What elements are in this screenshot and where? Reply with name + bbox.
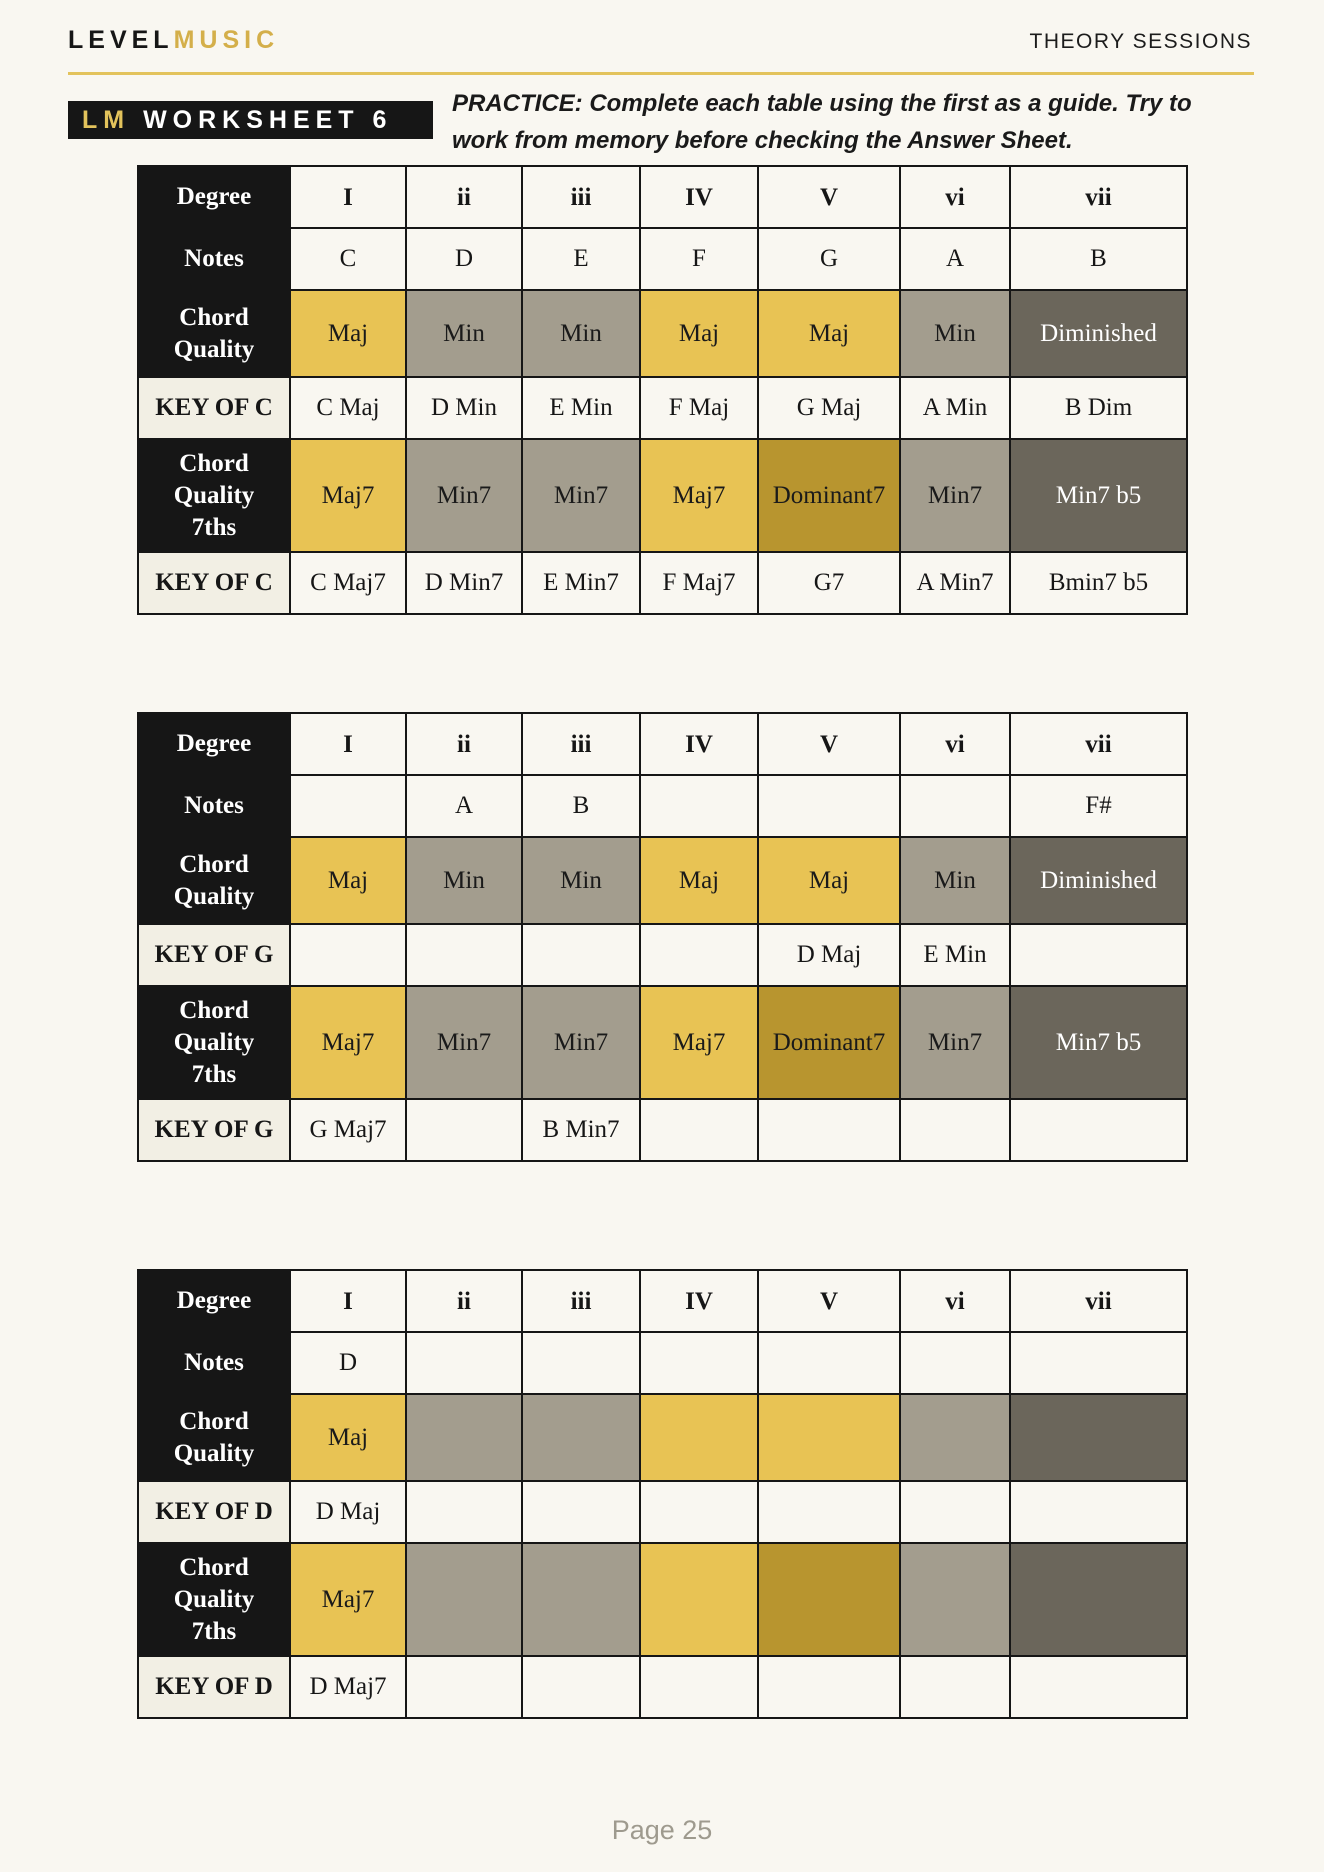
chord-quality-label [138,1394,290,1481]
chord-quality-cell[interactable]: Diminished [1010,837,1187,924]
worksheet-instructions: PRACTICE: Complete each table using the first as a guide. Try to work from memory before checking the Answer Sheet. [452,90,1192,154]
chord-cell[interactable]: D Maj [758,924,900,986]
chord-cell[interactable]: D Maj [290,1481,406,1543]
note-cell[interactable]: F# [1010,775,1187,837]
chord-cell[interactable] [522,1481,640,1543]
seventh-chord-cell[interactable] [1010,1099,1187,1161]
seventh-chord-cell[interactable] [640,1656,758,1718]
degree-cell[interactable]: I [290,1270,406,1332]
header-divider [68,72,1254,75]
table-row [138,439,1187,552]
chord-quality-7ths-label-text: Quality [173,481,255,509]
chord-cell[interactable] [758,1481,900,1543]
table-row [138,552,1187,614]
chord-cell[interactable]: B Dim [1010,377,1187,439]
note-cell[interactable]: E [522,228,640,290]
key-label [138,1656,290,1718]
chord-quality-cell[interactable]: Maj [290,1394,406,1481]
key-label [138,1481,290,1543]
chord-cell[interactable] [406,924,522,986]
seventh-chord-cell[interactable]: Bmin7 b5 [1010,552,1187,614]
notes-label-text: Notes [184,1349,244,1376]
note-cell[interactable] [406,1332,522,1394]
notes-label [138,228,290,290]
notes-label-text: Notes [184,245,244,272]
table-row [138,837,1187,924]
seventh-chord-cell[interactable]: G Maj7 [290,1099,406,1161]
degree-cell[interactable]: V [758,166,900,228]
degree-cell[interactable]: IV [640,1270,758,1332]
degree-cell[interactable]: ii [406,1270,522,1332]
key-label [138,552,290,614]
key-label-text: KEY OF D [155,1673,273,1700]
degree-cell[interactable]: iii [522,166,640,228]
chord-quality-7th-cell[interactable] [406,1543,522,1656]
chord-cell[interactable] [406,1481,522,1543]
degree-cell[interactable]: IV [640,713,758,775]
chord-quality-7ths-label-text: 7ths [191,1617,237,1645]
chord-quality-7th-cell[interactable]: Maj7 [640,986,758,1099]
seventh-chord-cell[interactable]: E Min7 [522,552,640,614]
chord-quality-label [138,290,290,377]
degree-cell[interactable]: vii [1010,713,1187,775]
chord-quality-7ths-label-text: Quality [173,1585,255,1613]
chord-cell[interactable] [640,1481,758,1543]
table-row [138,775,1187,837]
degree-cell[interactable]: V [758,713,900,775]
table-row [138,166,1187,228]
degree-cell[interactable]: vi [900,166,1010,228]
table-row [138,1481,1187,1543]
chord-quality-7th-cell[interactable] [1010,1543,1187,1656]
chord-quality-7th-cell[interactable]: Min7 [406,439,522,552]
table-row [138,924,1187,986]
chord-quality-label-text: Quality [173,335,255,363]
degree-label-text: Degree [176,1287,252,1314]
brand-music: MUSIC [173,26,280,54]
chord-quality-7th-cell[interactable]: Maj7 [290,439,406,552]
chord-quality-7th-cell[interactable]: Maj7 [640,439,758,552]
note-cell[interactable]: A [406,775,522,837]
chord-quality-7ths-label [138,439,290,552]
table-row [138,1270,1187,1332]
note-cell[interactable]: B [522,775,640,837]
seventh-chord-cell[interactable]: D Maj7 [290,1656,406,1718]
chord-cell[interactable]: C Maj [290,377,406,439]
chord-quality-7th-cell[interactable]: Min7 [900,439,1010,552]
chord-quality-7ths-label-text: Quality [173,1028,255,1056]
degree-cell[interactable]: iii [522,713,640,775]
degree-label [138,166,290,228]
seventh-chord-cell[interactable] [900,1656,1010,1718]
key-label [138,1099,290,1161]
seventh-chord-cell[interactable]: B Min7 [522,1099,640,1161]
seventh-chord-cell[interactable] [1010,1656,1187,1718]
chord-quality-cell[interactable]: Maj [640,290,758,377]
brand-level: LEVEL [68,26,174,54]
seventh-chord-cell[interactable]: F Maj7 [640,552,758,614]
chord-quality-7th-cell[interactable] [522,1543,640,1656]
table-row [138,1656,1187,1718]
table-row [138,377,1187,439]
degree-cell[interactable]: ii [406,713,522,775]
chord-quality-7ths-label [138,986,290,1099]
chord-quality-7ths-label-text: Chord [179,1553,249,1581]
chord-quality-7th-cell[interactable] [758,1543,900,1656]
chord-quality-7th-cell[interactable]: Maj7 [290,1543,406,1656]
degree-cell[interactable]: vii [1010,166,1187,228]
chord-table-2 [137,712,1188,1162]
chord-quality-7th-cell[interactable] [640,1543,758,1656]
worksheet-badge-title: WORKSHEET 6 [143,106,393,134]
chord-quality-cell[interactable]: Maj [758,837,900,924]
table-row [138,290,1187,377]
chord-quality-7ths-label-text: 7ths [191,1060,237,1088]
note-cell[interactable]: D [290,1332,406,1394]
chord-quality-7th-cell[interactable]: Min7 b5 [1010,986,1187,1099]
chord-quality-7th-cell[interactable]: Maj7 [290,986,406,1099]
chord-quality-label-text: Chord [179,303,249,331]
chord-quality-cell[interactable] [1010,1394,1187,1481]
key-label-text: KEY OF D [155,1498,273,1525]
note-cell[interactable] [900,775,1010,837]
note-cell[interactable]: B [1010,228,1187,290]
chord-table-1 [137,165,1188,615]
section-title: THEORY SESSIONS [1029,30,1252,53]
degree-cell[interactable]: iii [522,1270,640,1332]
chord-quality-7th-cell[interactable]: Min7 [406,986,522,1099]
seventh-chord-cell[interactable] [406,1656,522,1718]
chord-cell[interactable]: A Min [900,377,1010,439]
chord-quality-cell[interactable] [758,1394,900,1481]
key-label [138,377,290,439]
chord-quality-cell[interactable] [406,1394,522,1481]
key-label-text: KEY OF C [155,569,273,596]
chord-cell[interactable]: F Maj [640,377,758,439]
seventh-chord-cell[interactable] [758,1656,900,1718]
worksheet-badge [68,101,433,139]
seventh-chord-cell[interactable] [522,1656,640,1718]
chord-quality-cell[interactable] [640,1394,758,1481]
chord-quality-label-text: Chord [179,850,249,878]
chord-cell[interactable] [1010,1481,1187,1543]
chord-quality-cell[interactable] [522,1394,640,1481]
chord-cell[interactable]: G Maj [758,377,900,439]
table-row [138,1543,1187,1656]
chord-quality-cell[interactable]: Maj [290,837,406,924]
chord-cell[interactable]: E Min [900,924,1010,986]
note-cell[interactable] [900,1332,1010,1394]
chord-quality-7th-cell[interactable]: Min7 [522,986,640,1099]
notes-label [138,1332,290,1394]
table-row [138,1332,1187,1394]
seventh-chord-cell[interactable] [640,1099,758,1161]
chord-cell[interactable] [900,1481,1010,1543]
chord-quality-7th-cell[interactable] [900,1543,1010,1656]
chord-cell[interactable] [522,924,640,986]
chord-quality-cell[interactable]: Maj [290,290,406,377]
chord-quality-7th-cell[interactable]: Min7 [522,439,640,552]
note-cell[interactable]: G [758,228,900,290]
chord-table-3 [137,1269,1188,1719]
chord-quality-7th-cell[interactable]: Dominant7 [758,439,900,552]
degree-label [138,1270,290,1332]
degree-cell[interactable]: IV [640,166,758,228]
chord-cell[interactable] [640,924,758,986]
chord-quality-7ths-label [138,1543,290,1656]
chord-quality-cell[interactable]: Min [522,837,640,924]
note-cell[interactable] [1010,1332,1187,1394]
chord-quality-label [138,837,290,924]
chord-quality-cell[interactable]: Min [522,290,640,377]
note-cell[interactable] [758,1332,900,1394]
key-label-text: KEY OF G [154,941,274,968]
chord-quality-cell[interactable]: Maj [640,837,758,924]
table-row [138,986,1187,1099]
chord-quality-cell[interactable]: Min [900,290,1010,377]
chord-quality-cell[interactable]: Min [406,290,522,377]
degree-label-text: Degree [176,183,252,210]
chord-quality-7th-cell[interactable]: Min7 b5 [1010,439,1187,552]
key-label [138,924,290,986]
degree-label [138,713,290,775]
degree-cell[interactable]: vi [900,1270,1010,1332]
chord-quality-7ths-label-text: Chord [179,996,249,1024]
degree-cell[interactable]: vi [900,713,1010,775]
chord-quality-cell[interactable]: Min [900,837,1010,924]
degree-label-text: Degree [176,730,252,757]
worksheet-badge-prefix: LM [82,106,131,134]
degree-cell[interactable]: vii [1010,1270,1187,1332]
degree-cell[interactable]: ii [406,166,522,228]
chord-quality-cell[interactable] [900,1394,1010,1481]
note-cell[interactable] [522,1332,640,1394]
note-cell[interactable] [640,1332,758,1394]
seventh-chord-cell[interactable]: G7 [758,552,900,614]
chord-quality-7th-cell[interactable]: Min7 [900,986,1010,1099]
note-cell[interactable] [640,775,758,837]
chord-quality-label-text: Quality [173,1439,255,1467]
seventh-chord-cell[interactable]: A Min7 [900,552,1010,614]
chord-quality-cell[interactable]: Diminished [1010,290,1187,377]
chord-quality-label-text: Chord [179,1407,249,1435]
table-row [138,1099,1187,1161]
table-row [138,713,1187,775]
note-cell[interactable]: A [900,228,1010,290]
notes-label-text: Notes [184,792,244,819]
seventh-chord-cell[interactable]: C Maj7 [290,552,406,614]
degree-cell[interactable]: V [758,1270,900,1332]
chord-quality-cell[interactable]: Min [406,837,522,924]
chord-quality-7ths-label-text: Chord [179,449,249,477]
key-label-text: KEY OF G [154,1116,274,1143]
seventh-chord-cell[interactable] [406,1099,522,1161]
note-cell[interactable]: F [640,228,758,290]
degree-cell[interactable]: I [290,166,406,228]
table-row [138,228,1187,290]
seventh-chord-cell[interactable] [758,1099,900,1161]
note-cell[interactable]: C [290,228,406,290]
table-row [138,1394,1187,1481]
page-number: Page 25 [611,1815,713,1845]
chord-quality-label-text: Quality [173,882,255,910]
chord-quality-7th-cell[interactable]: Dominant7 [758,986,900,1099]
note-cell[interactable] [290,775,406,837]
seventh-chord-cell[interactable] [900,1099,1010,1161]
notes-label [138,775,290,837]
note-cell[interactable] [758,775,900,837]
brand-logo [68,24,279,56]
chord-cell[interactable]: D Min [406,377,522,439]
chord-cell[interactable] [290,924,406,986]
seventh-chord-cell[interactable]: D Min7 [406,552,522,614]
chord-cell[interactable]: E Min [522,377,640,439]
chord-quality-cell[interactable]: Maj [758,290,900,377]
chord-cell[interactable] [1010,924,1187,986]
chord-quality-7ths-label-text: 7ths [191,513,237,541]
key-label-text: KEY OF C [155,394,273,421]
note-cell[interactable]: D [406,228,522,290]
degree-cell[interactable]: I [290,713,406,775]
